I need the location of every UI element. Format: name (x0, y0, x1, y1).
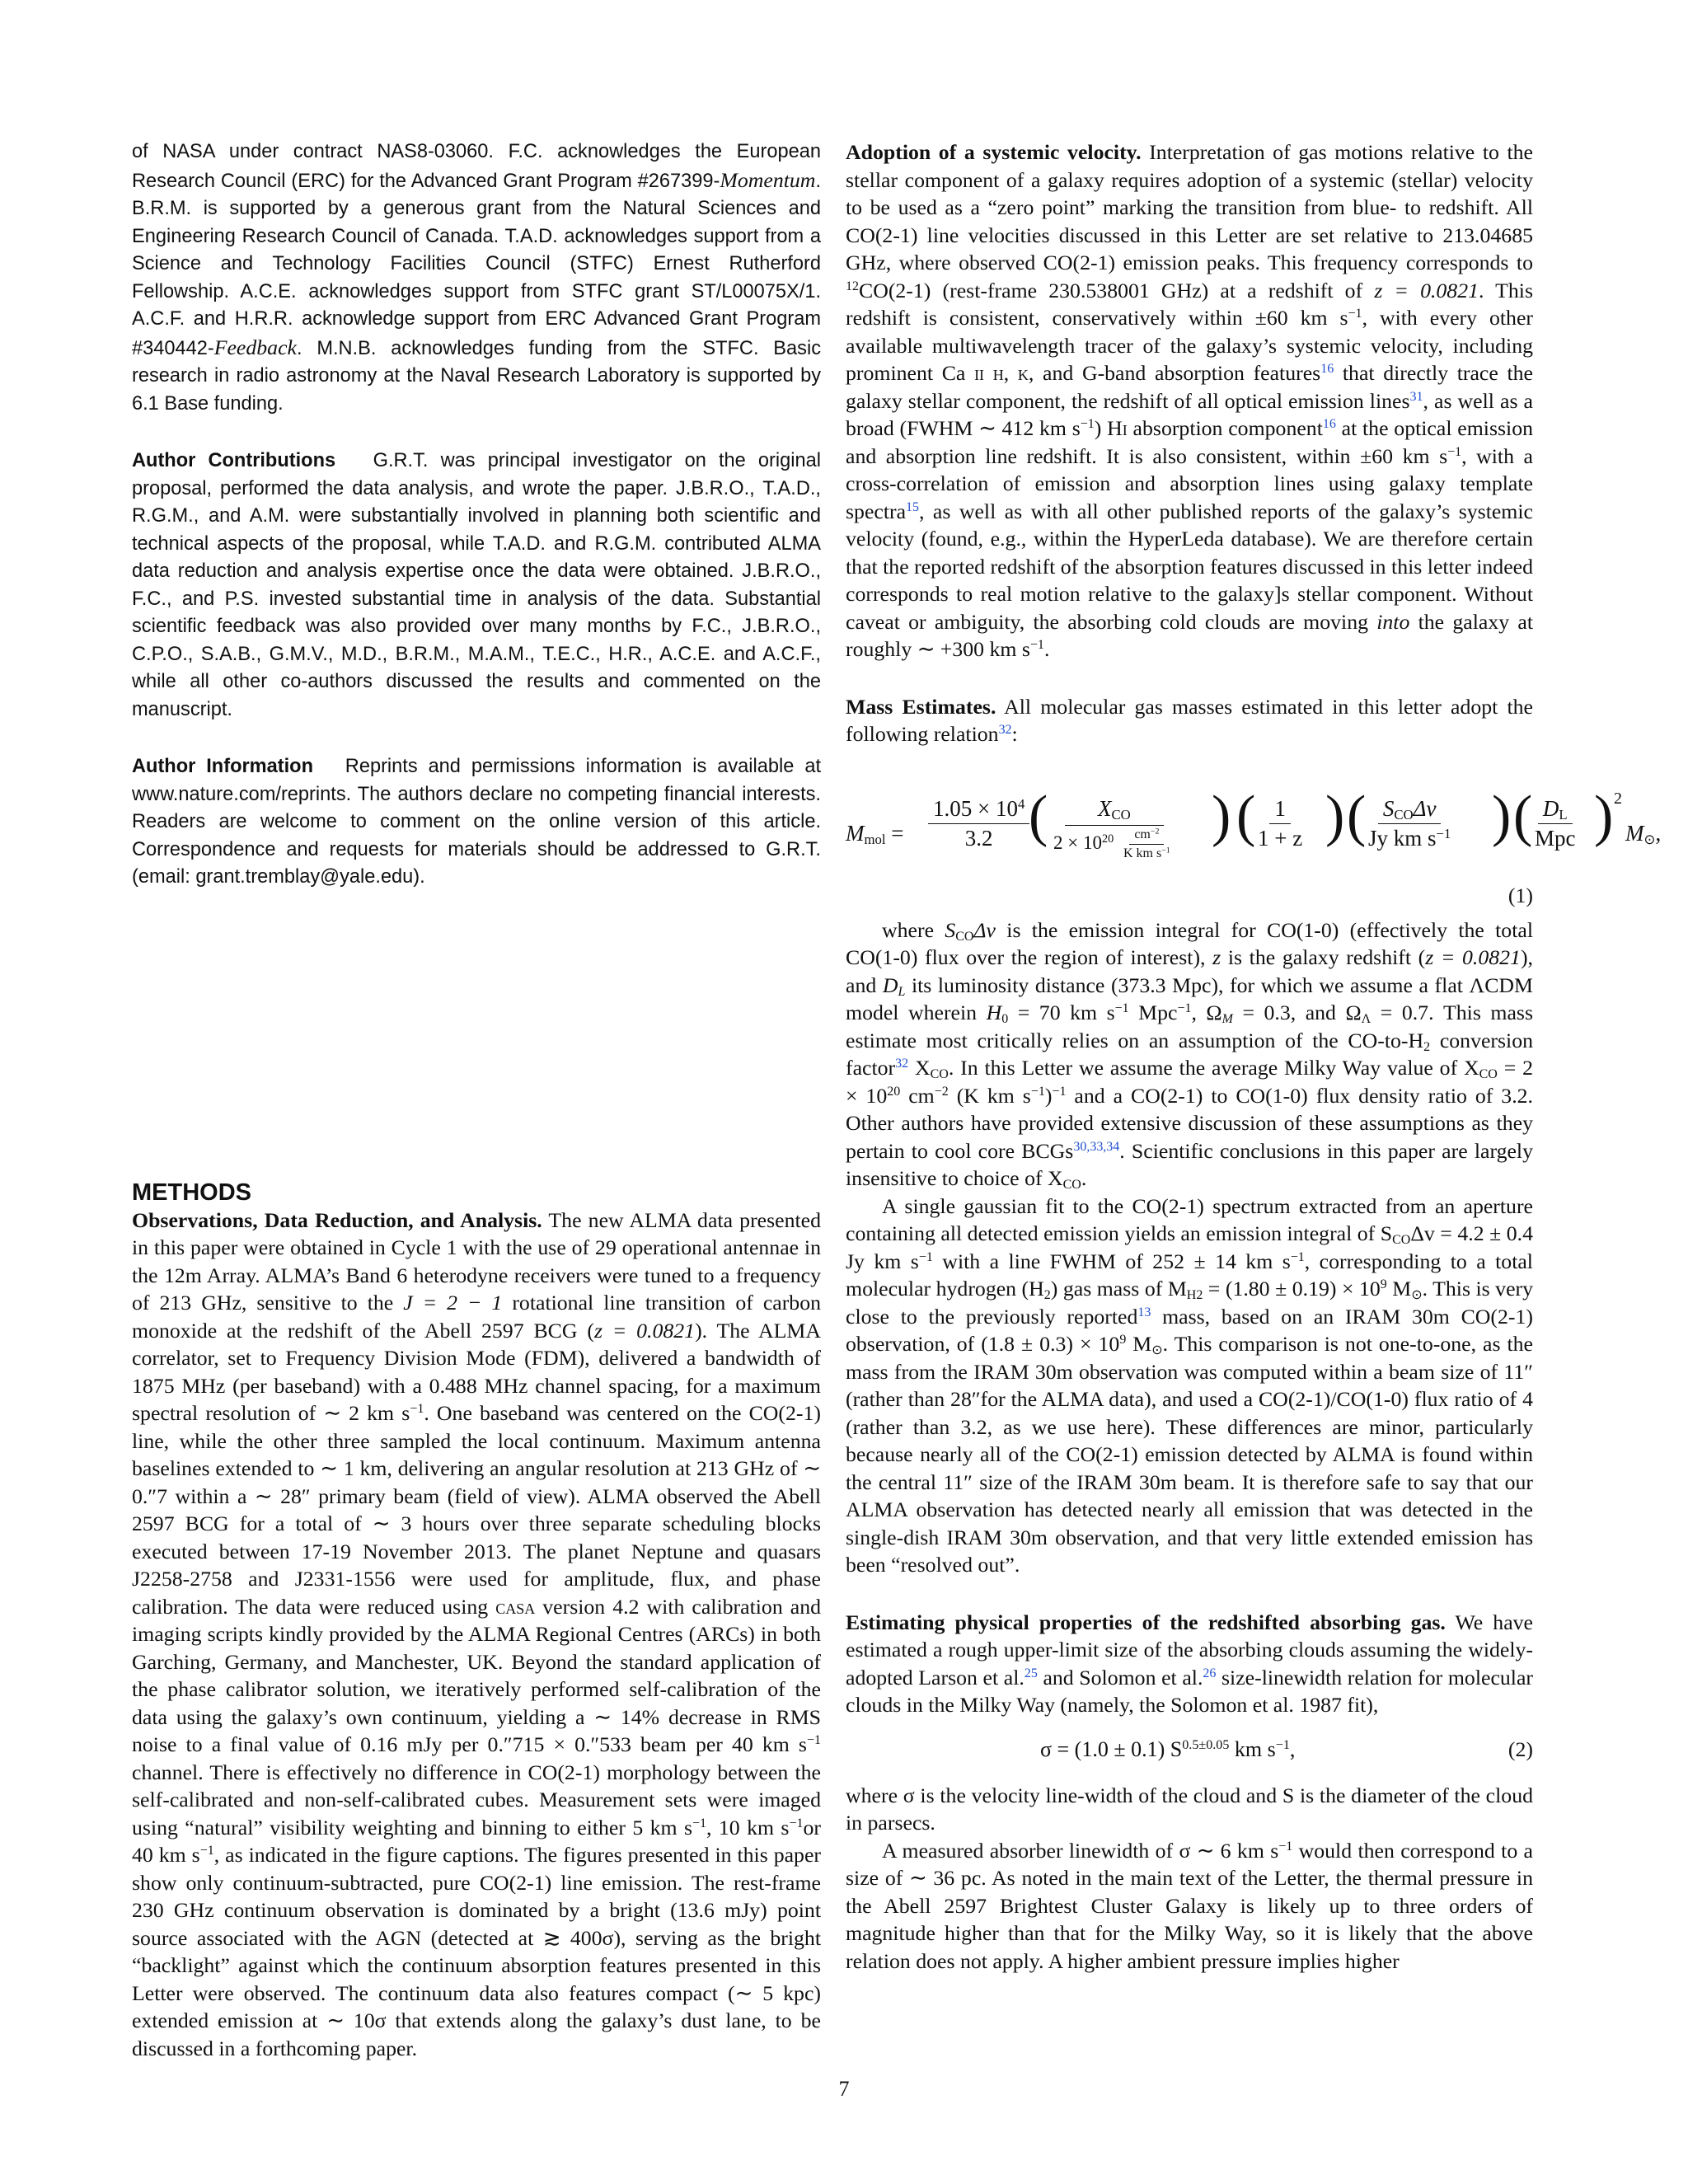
mass-estimates-paragraph: Mass Estimates. All molecular gas masses estimated in this letter adopt the following relation$^{32}$: (846, 694, 1533, 746)
where-paragraph: where $S_{CO}\Delta v$ is the emission integral for CO(1-0) (effectively the total CO(1-0) flux over the region of interest), z is the galaxy redshift (z = 0.0821), and $D_L$ its luminosity distance (373.3 Mpc), for which we assume a flat ΛCDM model wherein $H_0 = 70$ km $s^{-1}$ Mpc$^{-1}$, $\Omega_M = 0.3$, and $\Omega_\Lambda = 0.7$. This mass estimate most critically relies on an assumption of the $CO-to-H_2$ conversion factor$^{32}$ $X_{CO}$. In this Letter we assume the average Milky Way value of $X_{CO} = 2 \times 10^{20}$ $cm^{-2}$ (K km $s^{-1})^{-1}$ and a CO(2-1) to CO(1-0) flux density ratio of 3.2. Other authors have provided extensive discussion of these assumptions as they pertain to cool core BCGs$^{30,33,34}$. Scientific conclusions in this paper are largely insensitive to choice of $X_{CO}$. (846, 917, 1534, 1192)
eq1-fraction-5: $\frac{D_L}{\text{Mpc}}$ (1535, 795, 1576, 851)
equation-2: σ = (1.0 ± 0.1) $S^{0.5\pm 0.05}$ km $s^{-1}$, (2) (1040, 1736, 1533, 1761)
italic-momentum: Momentum (720, 167, 816, 192)
page-number: 7 (838, 2077, 850, 2101)
right-column (846, 138, 1662, 1975)
single-gaussian-paragraph: A single gaussian fit to the CO(2-1) spectrum extracted from an aperture containing all detected emission yields an emission integral of $S_{CO}\Delta v = 4.2 \pm 0.4$ Jy km $s^{-1}$ with a line FWHM of 252 ± 14 km $s^{-1}$, corresponding to a total molecular hydrogen $(H_2)$ gas mass of $M_{H2} = (1.80 \pm 0.19) \times 10^9$ $M_⊙$. This is very close to the previously reported$^{13}$ mass, based on an IRAM 30m CO(2-1) observation, of $(1.8 \pm 0.3) \times 10^9$ $M_⊙$. This comparison is not one-to-one, as the mass from the IRAM 30m observation was computed within a beam size of 11″ (rather than 28″for the ALMA data), and used a CO(2-1)/CO(1-0) flux ratio of 4 (rather than 3.2, as we use here). These differences are minor, particularly because nearly all of the CO(2-1) emission detected by ALMA is found within the central 11″ size of the IRAM 30m beam. It is therefore safe to say that our ALMA observation has detected nearly all emission that was detected in the single-dish IRAM 30m observation, and that very little extended emission has been “resolved out”. (846, 1193, 1534, 1577)
eq1-fraction-3: $\frac{1}{1 + z}$ (1258, 795, 1303, 851)
systemic-velocity-paragraph: Adoption of a systemic velocity. Interpretation of gas motions relative to the stellar component of a galaxy requires adoption of a systemic (stellar) velocity to be used as a “zero point” marking the transition from blue- to redshift. All CO(2-1) line velocities discussed in this Letter are set relative to 213.04685 GHz, where observed CO(2-1) emission peaks. This frequency corresponds to $^{12}$CO(2-1) (rest-frame 230.538001 GHz) at a redshift of z = 0.0821. This redshift is consistent, conservatively within ±60 km $s^{-1}$, with every other available multiwavelength tracer of the galaxy’s systemic velocity, including prominent Ca ii h, k, and G-band absorption features$^{16}$ that directly trace the galaxy stellar component, the redshift of all optical emission lines$^{31}$, as well as a broad (FWHM ∼ 412 km $s^{-1}$) Hi absorption component$^{16}$ at the optical emission and absorption line redshift. It is also consistent, within ±60 km $s^{-1}$, with a cross-correlation of emission and absorption lines using galaxy template spectra$^{15}$, as well as with all other published reports of the galaxy’s systemic velocity (found, e.g., within the HyperLeda database). We are therefore certain that the reported redshift of the absorption features discussed in this letter indeed corresponds to real motion relative to the galaxy]s stellar component. Without caveat or ambiguity, the absorbing cold clouds are moving into the galaxy at roughly ∼ +300 km $s^{-1}$. (846, 140, 1534, 661)
equation-2-number: (2) (1507, 1736, 1533, 1761)
mass-estimates-heading: Mass Estimates. (846, 694, 996, 719)
equation-1: $M_{mol}$ = $\frac{1.05 \times 10^4}{3.2}$ ( $X_{CO}$ $2 \times 10^{20}$ $\frac{cm^{-2}}{K km s^{-1}}$ ) ( $\frac{1}{1 + z}$ ) ( $\frac{S_{CO}\Delta v}{Jy km s^{-1}}$ ) ( $\frac{D_L}{\text{Mpc}}$ ) 2 $M_⊙$, (846, 784, 1662, 860)
observations-heading: Observations, Data Reduction, and Analysis. (132, 1207, 542, 1232)
systemic-velocity-heading: Adoption of a systemic velocity. (846, 140, 1142, 164)
italic-feedback: Feedback (213, 335, 297, 359)
author-contributions-paragraph: Author Contributions G.R.T. was principal investigator on the original proposal, performed the data analysis, and wrote the paper. J.B.R.O., T.A.D., R.G.M., and A.M. were substantially involved in planning both scientific and technical aspects of the proposal, while T.A.D. and R.G.M. contributed ALMA data reduction and analysis expertise once the data were obtained. J.B.R.O., F.C., and P.S. invested substantial time in analysis of the data. Substantial scientific feedback was also provided over many months by F.C., J.B.R.O., C.P.O., S.A.B., G.M.V., M.D., B.R.M., M.A.M., T.E.C., H.R., A.C.E. and A.C.F., while all other co-authors discussed the results and commented on the manuscript. (132, 450, 821, 720)
equation-1-number: (1) (1507, 883, 1533, 907)
after-equation-2: where σ is the velocity line-width of the cloud and S is the diameter of the cloud in parsecs. (846, 1783, 1533, 1835)
methods-heading: METHODS (132, 1179, 251, 1206)
observations-paragraph: Observations, Data Reduction, and Analysis. The new ALMA data presented in this paper were obtained in Cycle 1 with the use of 29 operational antennae in the 12m Array. ALMA’s Band 6 heterodyne receivers were tuned to a frequency of 213 GHz, sensitive to the J = 2 − 1 rotational line transition of carbon monoxide at the redshift of the Abell 2597 BCG (z = 0.0821). The ALMA correlator, set to Frequency Division Mode (FDM), delivered a bandwidth of 1875 MHz (per baseband) with a 0.488 MHz channel spacing, for a maximum spectral resolution of ∼ 2 km $s^{-1}$. One baseband was centered on the CO(2-1) line, while the other three sampled the local continuum. Maximum antenna baselines extended to ∼ 1 km, delivering an angular resolution at 213 GHz of ∼ 0.″7 within a ∼ 28″ primary beam (field of view). ALMA observed the Abell 2597 BCG for a total of ∼ 3 hours over three separate scheduling blocks executed between 17-19 November 2013. The planet Neptune and quasars J2258-2758 and J2331-1556 were used for amplitude, flux, and phase calibration. The data were reduced using casa version 4.2 with calibration and imaging scripts kindly provided by the ALMA Regional Centres (ARCs) in both Garching, Germany, and Manchester, UK. Beyond the standard application of the phase calibrator solution, we iteratively performed self-calibration of the data using the galaxy’s own continuum, yielding a ∼ 14% decrease in RMS noise to a final value of 0.16 mJy per 0.″715 × 0.″533 beam per 40 km $s^{-1}$ channel. There is effectively no difference in CO(2-1) morphology between the self-calibrated and non-self-calibrated cubes. Measurement sets were imaged using “natural” visibility weighting and binning to either 5 km $s^{-1}$, 10 km $s^{-1}or$ 40 km $s^{-1}$, as indicated in the figure captions. The figures presented in this paper show only continuum-subtracted, pure CO(2-1) line emission. The rest-frame 230 GHz continuum observation is dominated by a bright (13.6 mJy) point source associated with the AGN (detected at ≳ 400σ), serving as the bright “backlight” against which the continuum absorption features presented in this Letter were observed. The continuum data also features compact (∼ 5 kpc) extended emission at ∼ 10σ that extends along the galaxy’s dust lane, to be discussed in a forthcoming paper. (132, 1207, 822, 2060)
eq1-fraction-2: $X_{CO}$ $2 \times 10^{20}$ $\frac{cm^{-2}}{K km s^{-1}}$ (1053, 795, 1170, 860)
author-contributions-heading: Author Contributions (132, 450, 336, 471)
acknowledgements-paragraph: of NASA under contract NAS8-03060. F.C. acknowledges the European Research Council (ERC) for the Advanced Grant Program #267399-Momentum. B.R.M. is supported by a generous grant from the Natural Sciences and Engineering Research Council of Canada. T.A.D. acknowledges support from a Science and Technology Facilities Council (STFC) Ernest Rutherford Fellowship. A.C.E. acknowledges support from STFC grant ST/L00075X/1. A.C.F. and H.R.R. acknowledge support from ERC Advanced Grant Program #340442-Feedback. M.N.B. acknowledges funding from the STFC. Basic research in radio astronomy at the Naval Research Laboratory is supported by 6.1 Base funding. (132, 141, 821, 415)
eq1-fraction-4: $\frac{S_{CO}\Delta v}{Jy km s^{-1}}$ (1368, 795, 1451, 851)
estimating-paragraph: Estimating physical properties of the redshifted absorbing gas. We have estimated a rough upper-limit size of the absorbing clouds assuming the widely-adopted Larson et al.$^{25}$ and Solomon et al.$^{26}$ size-linewidth relation for molecular clouds in the Milky Way (namely, the Solomon et al. 1987 fit), (846, 1610, 1534, 1717)
author-information-heading: Author Information (132, 756, 313, 777)
final-paragraph: A measured absorber linewidth of σ ∼ 6 km $s^{-1}$ would then correspond to a size of ∼ 36 pc. As noted in the main text of the Letter, the thermal pressure in the Abell 2597 Brightest Cluster Galaxy is likely up to three orders of magnitude higher than that for the Milky Way, so it is likely that the above relation does not apply. A higher ambient pressure implies higher (846, 1838, 1534, 1973)
author-information-paragraph: Author Information Reprints and permissions information is available at www.nature.com/reprints. The authors declare no competing financial interests. Readers are welcome to comment on the online version of this article. Correspondence and requests for materials should be addressed to G.R.T. (email: grant.tremblay@yale.edu). (132, 756, 821, 888)
left-column (132, 138, 821, 2062)
eq1-fraction-1: $\frac{1.05 \times 10^4}{3.2}$ (928, 796, 1029, 851)
estimating-heading: Estimating physical properties of the redshifted absorbing gas. (846, 1610, 1446, 1634)
